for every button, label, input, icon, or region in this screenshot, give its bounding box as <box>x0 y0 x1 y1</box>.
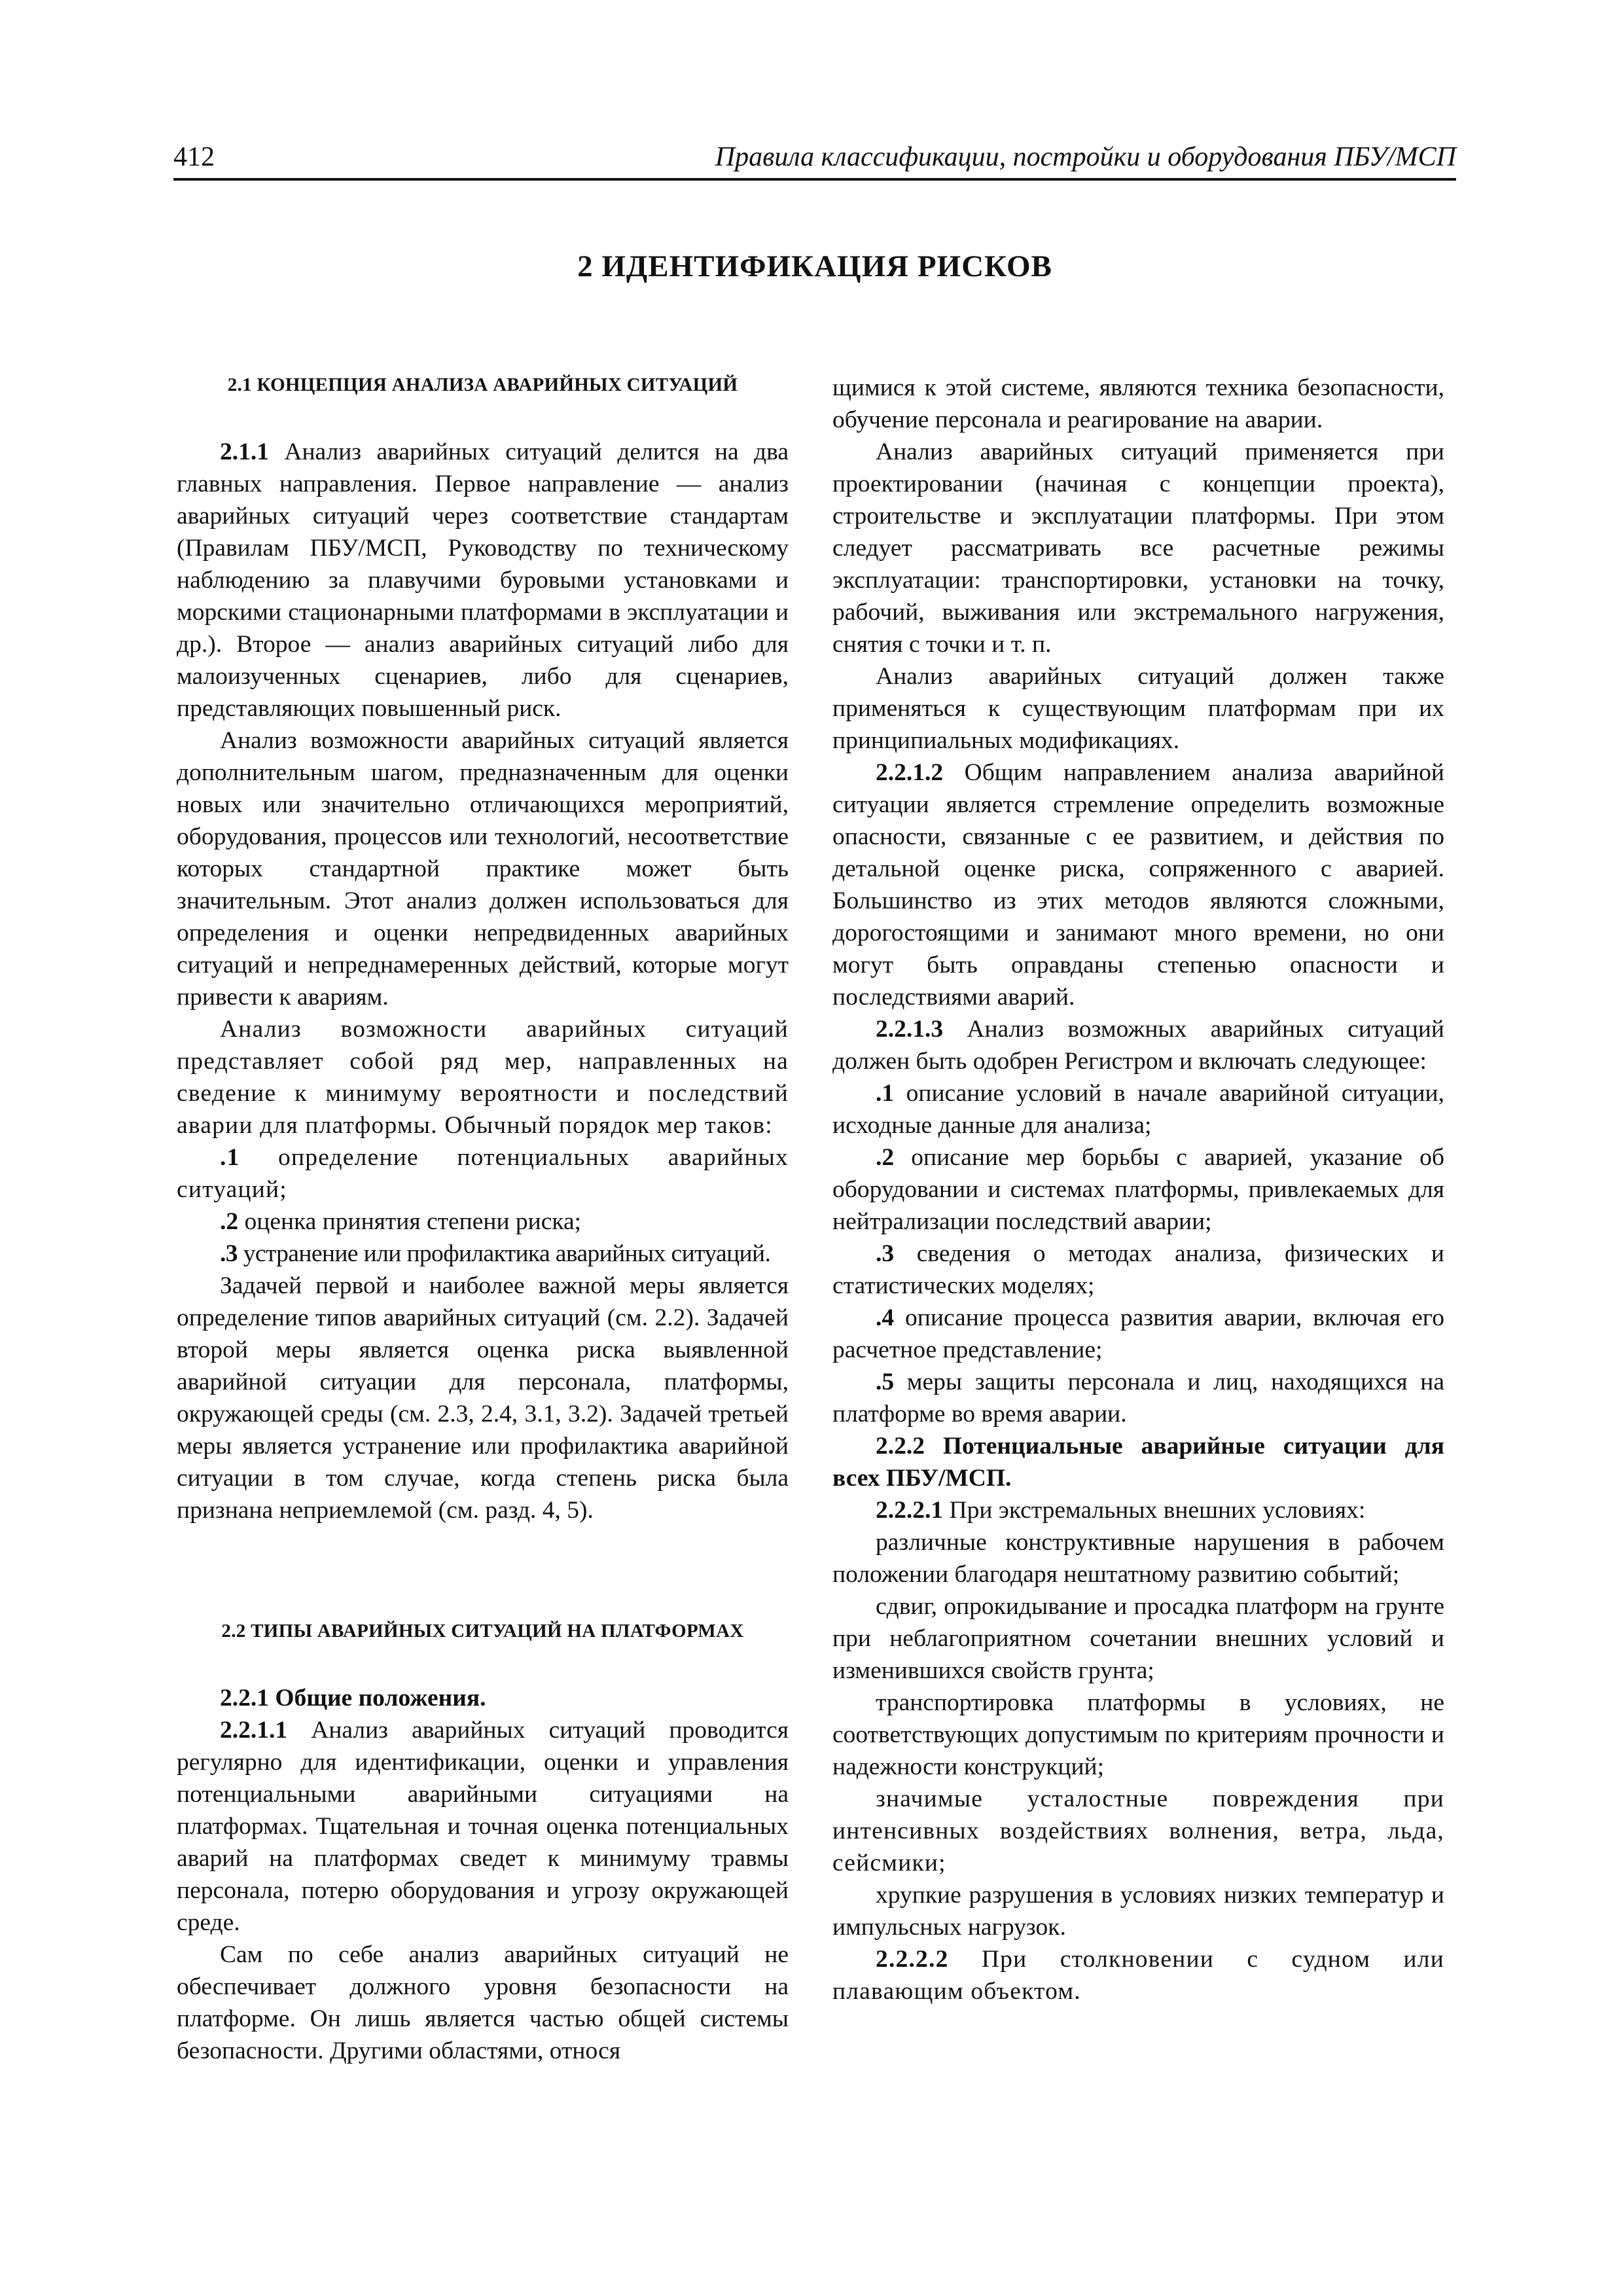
list-item <box>177 1141 789 1206</box>
left-column <box>177 372 789 2067</box>
list-item <box>177 1206 789 1238</box>
paragraph-2-2-1-1 <box>177 1714 789 1939</box>
right-column <box>832 372 1444 2007</box>
paragraph-2-2-2-1 <box>832 1494 1444 1526</box>
paragraph: Задачей первой и наиболее важной меры является определение типов аварийных ситуаций (см. 2.2). Задачей второй меры является оценка риска выявленной аварийной ситуации для персонала, платформы, окружающей среды (см. 2.3, 2.4, 3.1, 3.2). Задачей третьей меры является устранение или профилактика аварийной ситуации в том случае, когда степень риска была признана неприемлемой (см. разд. 4, 5). <box>177 1272 789 1524</box>
section-heading-2-1: 2.1 КОНЦЕПЦИЯ АНАЛИЗА АВАРИЙНЫХ СИТУАЦИЙ <box>227 374 738 395</box>
paragraph: Анализ аварийных ситуаций применяется при проектировании (начиная с концепции проекта), строительстве и эксплуатации платформы. При этом следует рассматривать все расчетные режимы эксплуатации: транспортировки, установки на точку, рабочий, выживания или экстремального нагружения, снятия с точки и т. п. <box>832 439 1444 658</box>
paragraph-2-2-2-2 <box>832 1943 1444 2007</box>
paragraph-text: Общим направлением анализа аварийной ситуации является стремление определить возможные опасности, связанные с ее развитием, и действия по детальной оценке риска, сопряженного с аварией. Большинство из этих методов являются сложными, дорогостоящими и занимают много времени, но они могут быть оправданы степенью опасности и последствиями аварий. <box>832 759 1444 1011</box>
clause-number: 2.2.1.3 <box>876 1016 944 1043</box>
list-item <box>177 1238 789 1270</box>
paragraph-text: Анализ возможных аварийных ситуаций должен быть одобрен Регистром и включать следующее: <box>832 1016 1444 1075</box>
list-text: описание условий в начале аварийной ситуации, исходные данные для анализа; <box>832 1080 1444 1139</box>
subsection-heading-2-2-1: 2.2.1 Общие положения. <box>220 1685 486 1712</box>
chapter-title: 2 ИДЕНТИФИКАЦИЯ РИСКОВ <box>577 249 1052 283</box>
list-number: .1 <box>876 1080 895 1107</box>
paragraph: сдвиг, опрокидывание и просадка платформ на грунте при неблагоприятном сочетании внешних условий и изменившихся свойств грунта; <box>832 1593 1444 1684</box>
list-number: .4 <box>876 1304 895 1331</box>
paragraph: различные конструктивные нарушения в рабочем положении благодаря нештатному развитию событий; <box>832 1529 1444 1588</box>
paragraph: транспортировка платформы в условиях, не соответствующих допустимым по критериям прочности и надежности конструкций; <box>832 1689 1444 1780</box>
list-text: устранение или профилактика аварийных ситуаций. <box>237 1240 771 1267</box>
paragraph: хрупкие разрушения в условиях низких температур и импульсных нагрузок. <box>832 1882 1444 1941</box>
paragraph-text: Анализ аварийных ситуаций проводится регулярно для идентификации, оценки и управления потенциальными аварийными ситуациями на платформах. Тщательная и точная оценка потенциальных аварий на платформах сведет к минимуму травмы персонала, потерю оборудования и угрозу окружающей среде. <box>177 1717 789 1936</box>
running-header <box>173 139 1456 181</box>
clause-number: 2.2.2.2 <box>876 1946 949 1973</box>
list-number: .1 <box>220 1144 240 1171</box>
paragraph: Анализ аварийных ситуаций должен также применяться к существующим платформам при их принципиальных модификациях. <box>832 663 1444 754</box>
list-number: .3 <box>876 1240 895 1267</box>
list-number: .3 <box>220 1240 238 1267</box>
paragraph: Анализ возможности аварийных ситуаций является дополнительным шагом, предназначенным для оценки новых или значительно отличающихся мероприятий, оборудования, процессов или технологий, несоответствие которых стандартной практике может быть значительным. Этот анализ должен использоваться для определения и оценки непредвиденных аварийных ситуаций и непреднамеренных действий, которые могут привести к авариям. <box>177 727 789 1011</box>
list-text: определение потенциальных аварийных ситуаций; <box>177 1144 789 1203</box>
list-item <box>832 1238 1444 1302</box>
page-number: 412 <box>173 142 215 172</box>
list-number: .5 <box>876 1369 895 1395</box>
paragraph-text: Анализ аварийных ситуаций делится на два главных направления. Первое направление — анализ аварийных ситуаций через соответствие стандартам (Правилам ПБУ/МСП, Руководству по техническому наблюдению за плавучими буровыми установками и морскими стационарными платформами в эксплуатации и др.). Второе — анализ аварийных ситуаций либо для малоизученных сценариев, либо для сценариев, представляющих повышенный риск. <box>177 439 789 722</box>
list-text: оценка принятия степени риска; <box>238 1208 582 1235</box>
list-number: .2 <box>876 1144 895 1171</box>
paragraph-text: При экстремальных внешних условиях: <box>943 1497 1366 1524</box>
list-item <box>832 1302 1444 1366</box>
paragraph-2-2-1-3 <box>832 1013 1444 1077</box>
list-item <box>832 1141 1444 1238</box>
list-text: меры защиты персонала и лиц, находящихся на платформе во время аварии. <box>832 1369 1444 1427</box>
subsection-heading-2-2-2: 2.2.2 Потенциальные аварийные ситуации для всех ПБУ/МСП. <box>832 1433 1444 1492</box>
list-item <box>832 1366 1444 1430</box>
paragraph: значимые усталостные повреждения при интенсивных воздействиях волнения, ветра, льда, сейсмики; <box>832 1785 1444 1876</box>
list-text: описание процесса развития аварии, включая его расчетное представление; <box>832 1304 1444 1363</box>
paragraph-text: При столкновении с судном или плавающим объектом. <box>832 1946 1444 2005</box>
paragraph: Анализ возможности аварийных ситуаций представляет собой ряд мер, направленных на сведение к минимуму вероятности и последствий аварии для платформы. Обычный порядок мер таков: <box>177 1016 789 1139</box>
section-heading-2-2: 2.2 ТИПЫ АВАРИЙНЫХ СИТУАЦИЙ НА ПЛАТФОРМАХ <box>221 1621 744 1641</box>
list-text: описание мер борьбы с аварией, указание об оборудовании и системах платформы, привлекаемых для нейтрализации последствий аварии; <box>832 1144 1444 1235</box>
clause-number: 2.2.1.2 <box>876 759 944 786</box>
list-item <box>832 1077 1444 1141</box>
clause-number: 2.1.1 <box>220 439 269 465</box>
clause-number: 2.2.2.1 <box>876 1497 944 1524</box>
running-title: Правила классификации, постройки и оборудования ПБУ/МСП <box>715 142 1456 172</box>
paragraph-2-1-1 <box>177 436 789 725</box>
clause-number: 2.2.1.1 <box>220 1717 288 1744</box>
paragraph-continued: щимися к этой системе, являются техника безопасности, обучение персонала и реагирование на аварии. <box>832 374 1444 433</box>
list-number: .2 <box>220 1208 239 1235</box>
paragraph: Сам по себе анализ аварийных ситуаций не обеспечивает должного уровня безопасности на платформе. Он лишь является частью общей системы безопасности. Другими областями, относя <box>177 1941 789 2064</box>
paragraph-2-2-1-2 <box>832 757 1444 1013</box>
list-text: сведения о методах анализа, физических и статистических моделях; <box>832 1240 1444 1299</box>
